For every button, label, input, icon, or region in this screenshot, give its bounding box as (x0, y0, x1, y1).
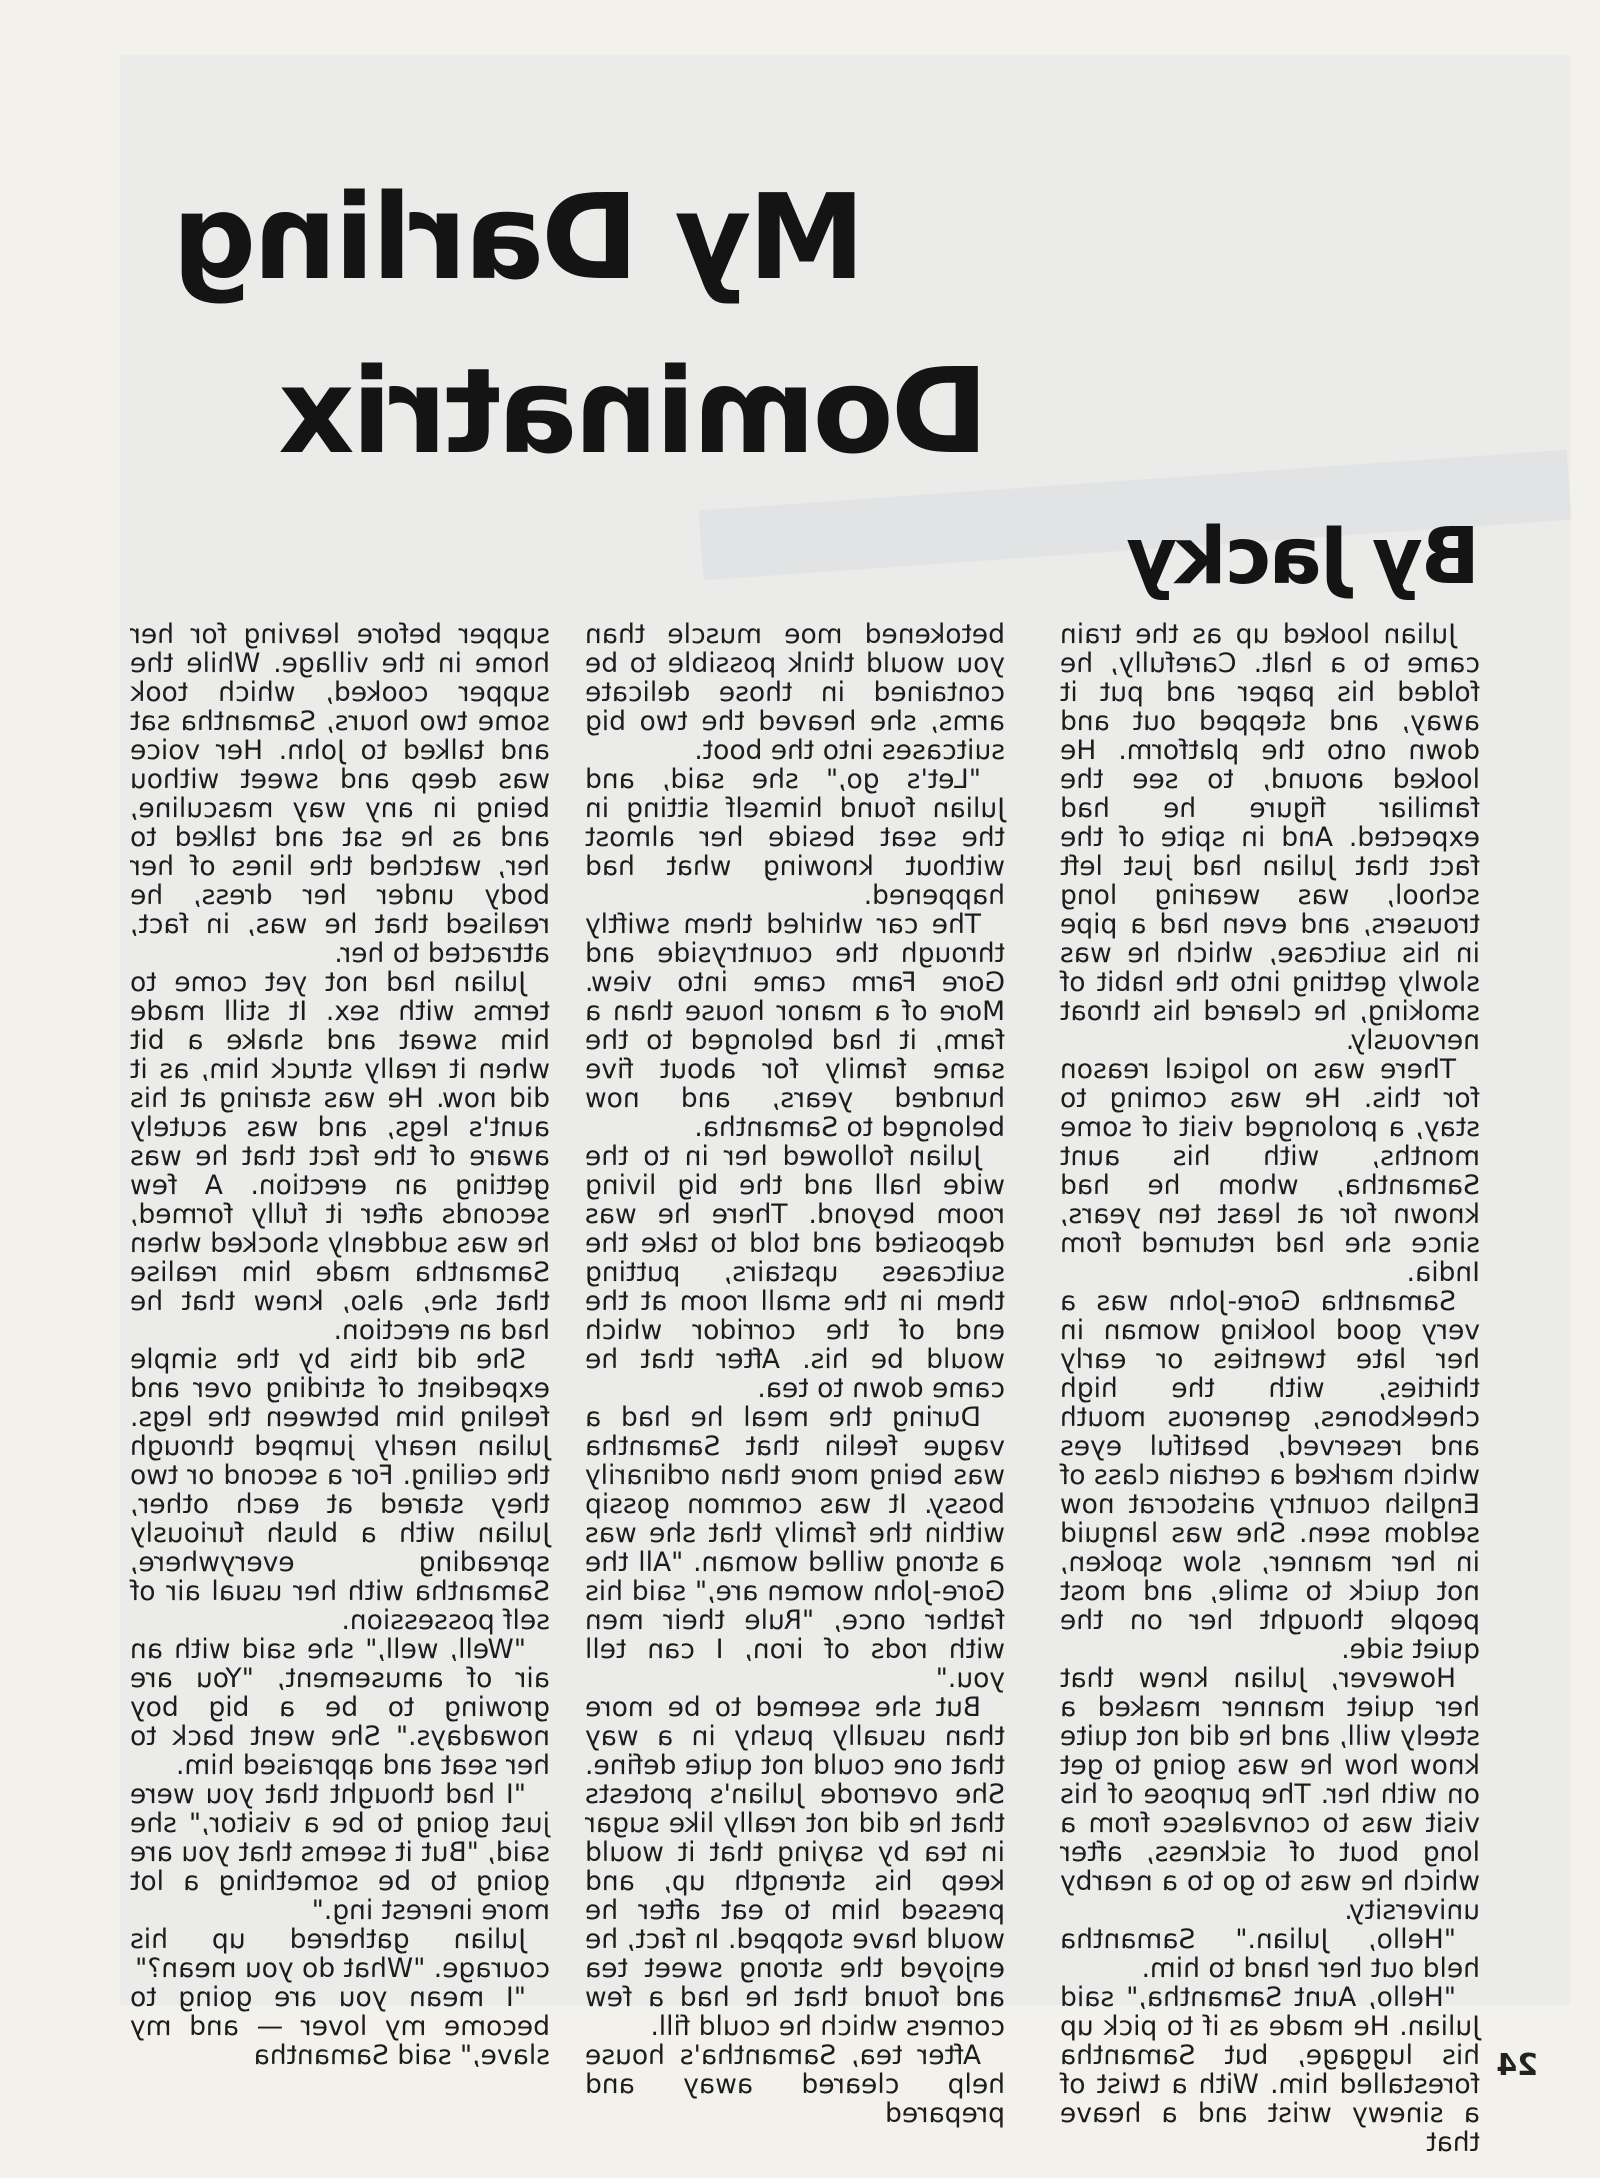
paragraph: After tea, Samantha's house help cleared away and prepared (585, 2040, 1005, 2129)
paragraph: She did this by the simple expedient of striding over and feeling him between the legs. Julian nearly jumped through the ceiling. For a second or two they stared at each other, Julian with a blush furiously spreading everywhere, Samantha with her usual air of self possession. (130, 1344, 550, 1636)
paragraph: "Hello, Aunt Samantha," said Julian. He made as if to pick up his luggage, but Samantha forestalled him. With a twist of a sinewy wrist and a heave that (1060, 1982, 1480, 2158)
paragraph: "Hello, Julian." Samantha held out her hand to him. (1060, 1924, 1480, 1984)
page-number: 24 (1496, 2048, 1538, 2083)
paragraph: During the meal he had a vague feelin that Samantha was being more than ordinarily bossy. It was common gossip within the family that she was a strong willed woman. "All the Gore-John women are," said his father once, "Rule their men with rods of iron, I can tell you." (585, 1402, 1005, 1694)
paragraph: betokened moe muscle than you would think possible to be contained in those delicate arms, she heaved the two big suitcases into the boot. (585, 619, 1005, 766)
article-byline: By Jacky (1127, 512, 1480, 602)
article-title-line-1: My Darling (174, 168, 866, 306)
paragraph: supper before leaving for her home in the village. While the supper cooked, which took some two hours, Samantha sat and talked to John. Her voice was deep and sweet withou being in any way masculine, and as he sat and talked to her, watched the lines of her body under her dress, he realised that he was, in fact, attracted to her. (130, 619, 550, 969)
paragraph: "I had thought that you were just going to be a visitor," she said, "But it seems that you are going to be something a lot more inerest ing." (130, 1779, 550, 1926)
paragraph: Julian followed her in to the wide hall and the big living room beyond. There he was deposited and told to take the suitcases upstairs, putting them in the small room at the end of the corridor which would be his. After that he came down to tea. (585, 1141, 1005, 1404)
paragraph: There was no logical reason for this. He was coming to stay, a prolonged visit of some months, with his aunt Samantha, whom he had known for at least ten years, since she had returned from India. (1060, 1054, 1480, 1288)
paragraph: Julian had not yet come to terms with sex. It still made him sweat and shake a bit when it really struck him, as it did now. He was staring at his aunt's legs, and was acutely aware of the fact that he was getting an erection. A few seconds after it fully formed, he was suddenly shocked when Samantha made him realise that she, also, knew that he had an erection. (130, 967, 550, 1346)
text-column-2 (585, 619, 1005, 2129)
paragraph: But she seemed to be more than usually pushy in a way that one could not quite define. She overrode Julian's protests that he did not really like sugar in tea by saying that it would keep his strength up, and pressed him to eat after he would have stopped. In fact, he enjoyed the strong sweet tea and found that he had a few corners which he could fill. (585, 1692, 1005, 2042)
paragraph: Samantha Gore-John was a very good looking woman in her late twenties or early thirties, with the high cheekbones, generous mouth and reserved, beatiful eyes which marked a certain class of English country aristocrat now seldom seen. She was languid in her manner, slow spoken, not quick to smile, and most people thought her on the quiet side. (1060, 1286, 1480, 1665)
paragraph: "I mean you are going to become my lover — and my slave," said Samantha (130, 1982, 550, 2071)
paragraph: "Let's go," she said, and Julian found himself sitting in the seat beside her almost without knowing what had happened. (585, 764, 1005, 911)
text-column-1 (1060, 619, 1480, 2158)
paragraph: "Well, well," she said with an air of amusement, "You are growing to be a big boy nowadays." She went back to her seat and appraised him. (130, 1634, 550, 1781)
text-column-3 (130, 619, 550, 2071)
article-title-line-2: Dominatrix (281, 342, 989, 480)
paragraph: Julian looked up as the train came to a halt. Carefully, he folded his paper and put it away, and stepped out and down onto the platform. He looked around, to see the familiar figure he had expected. And in spite of the fact that Julian had just left school, was wearing long trousers, and even had a pipe in his suitcase, which he was slowly getting into the habit of smoking, he cleared his throat nervously. (1060, 619, 1480, 1056)
paragraph: The car whirled them swiftly through the countryside and Gore Farm came into view. More of a manor house than a farm, it had belonged to the same family for about five hundred years, and now belonged to Samantha. (585, 909, 1005, 1143)
paragraph: Julian gathered up his courage. "What do you mean?" (130, 1924, 550, 1984)
paragraph: However, Julian knew that her quiet manner masked a steely will, and he did not quite know how he was going to get on with her. The purpose of his visit was to convalesce from a long bout of sickness, after which he was to go to a nearby university. (1060, 1663, 1480, 1926)
